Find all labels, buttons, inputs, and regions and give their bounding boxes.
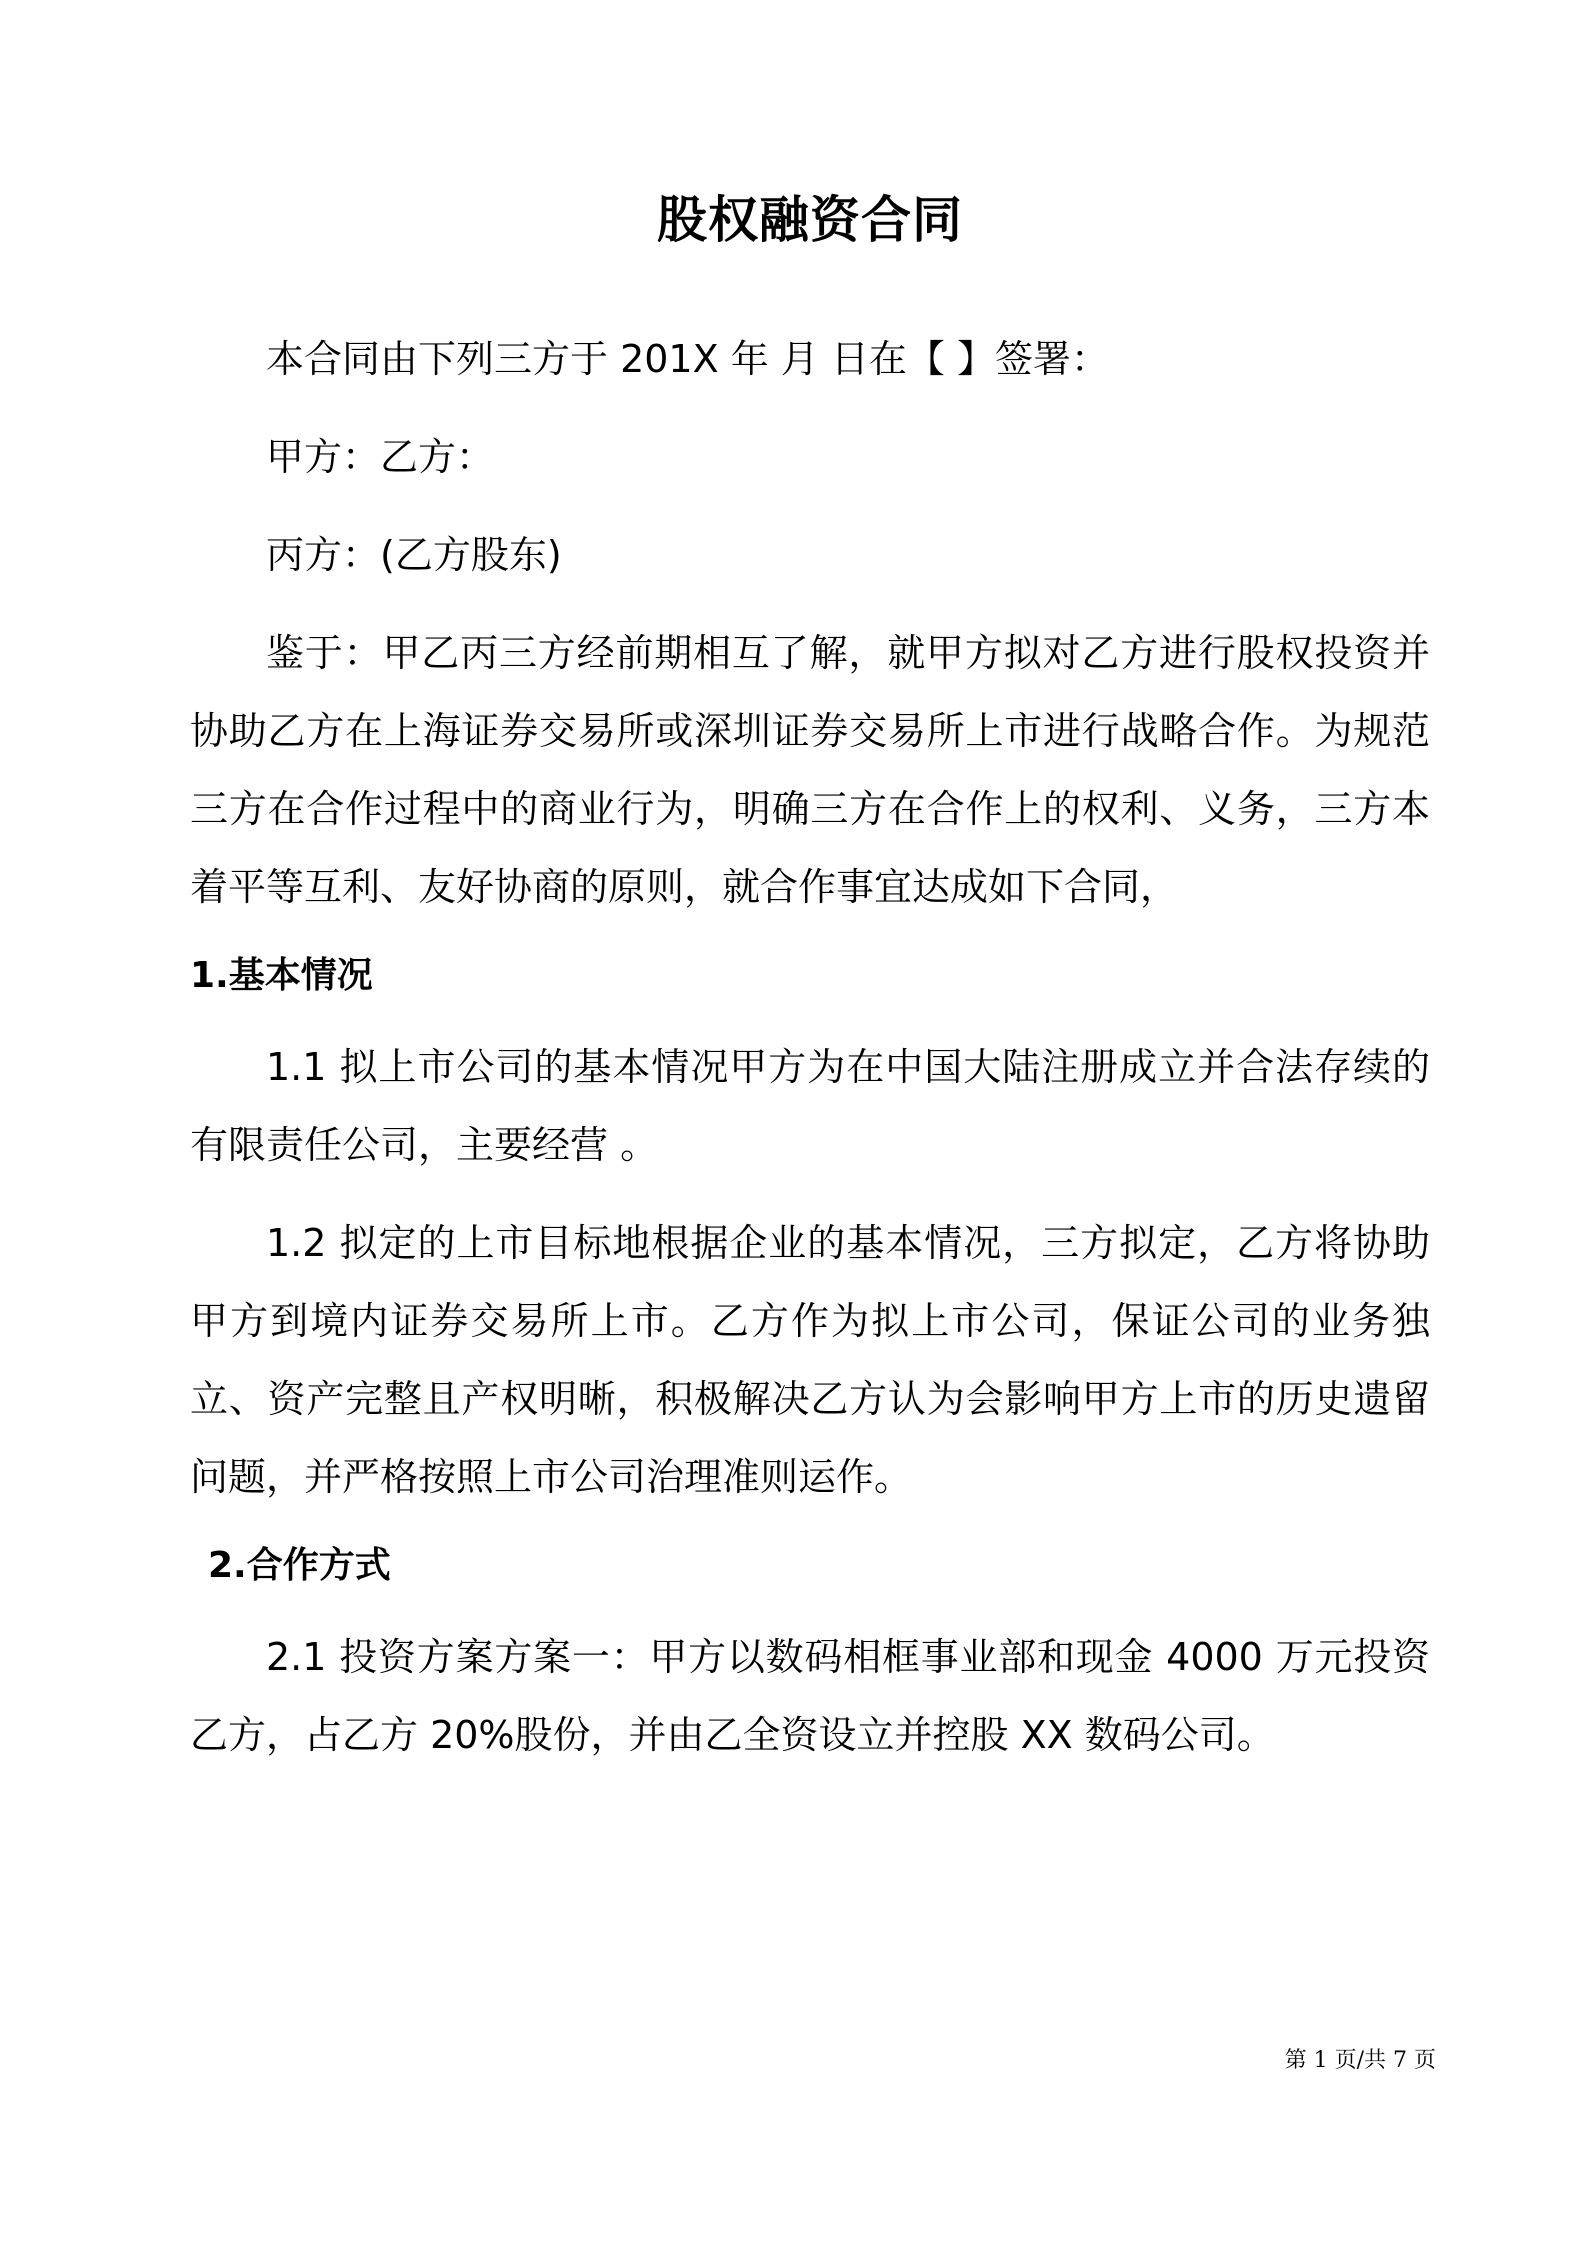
document-body xyxy=(190,190,1430,1794)
clause-1-1: 1.1 拟上市公司的基本情况甲方为在中国大陆注册成立并合法存续的有限责任公司，主要经营 。 xyxy=(190,1045,1430,1167)
page-number: 第 1 页/共 7 页 xyxy=(1284,2048,1436,2073)
party-c-line: 丙方：(乙方股东) xyxy=(266,533,562,577)
intro-paragraph: 本合同由下列三方于 201X 年 月 日在【 】签署： xyxy=(266,337,1109,381)
clause-2-1: 2.1 投资方案方案一：甲方以数码相框事业部和现金 4000 万元投资乙方，占乙方 20%股份，并由乙全资设立并控股 XX 数码公司。 xyxy=(190,1635,1430,1757)
party-a-b-line: 甲方：乙方： xyxy=(266,435,495,479)
section-1-heading: 1.基本情况 xyxy=(190,955,373,996)
whereas-paragraph: 鉴于：甲乙丙三方经前期相互了解，就甲方拟对乙方进行股权投资并协助乙方在上海证券交易所或深圳证券交易所上市进行战略合作。为规范三方在合作过程中的商业行为，明确三方在合作上的权利、义务，三方本着平等互利、友好协商的原则，就合作事宜达成如下合同， xyxy=(190,631,1430,909)
section-2-heading: 2.合作方式 xyxy=(208,1545,391,1586)
clause-1-2: 1.2 拟定的上市目标地根据企业的基本情况，三方拟定，乙方将协助甲方到境内证券交易所上市。乙方作为拟上市公司，保证公司的业务独立、资产完整且产权明晰，积极解决乙方认为会影响甲方上市的历史遗留问题，并严格按照上市公司治理准则运作。 xyxy=(190,1221,1430,1499)
document-title: 股权融资合同 xyxy=(657,191,963,249)
